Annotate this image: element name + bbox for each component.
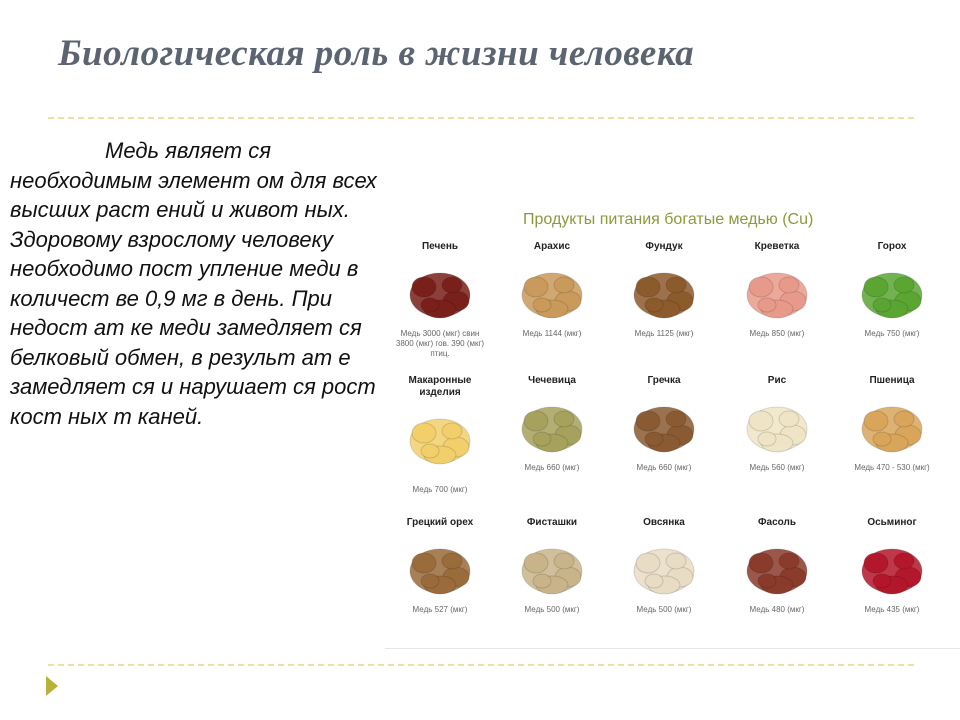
paragraph-line: высших раст ений и живот ных.	[10, 197, 350, 222]
food-item	[385, 517, 495, 615]
food-item	[497, 517, 607, 615]
paragraph-line: белковый обмен, в результ ат е	[10, 344, 351, 370]
copper-amount: Медь 700 (мкг)	[412, 485, 468, 494]
copper-amount: Медь 560 (мкг)	[749, 463, 805, 472]
pasta-icon	[400, 403, 480, 483]
food-name: Овсянка	[643, 517, 685, 528]
food-name: Фундук	[645, 241, 683, 252]
paragraph-line: замедляет ся и нарушает ся рост	[10, 374, 376, 399]
food-item	[837, 241, 947, 339]
paragraph-line: необходимо пост упление меди в	[10, 256, 359, 281]
pistachio-icon	[512, 533, 592, 603]
food-item	[722, 241, 832, 339]
shrimp-icon	[737, 257, 817, 327]
copper-amount: Медь 1125 (мкг)	[634, 329, 694, 338]
oatmeal-icon	[624, 533, 704, 603]
food-name: Пшеница	[869, 375, 915, 386]
hazelnut-sack-icon	[624, 257, 704, 327]
copper-amount: Медь 470 - 530 (мкг)	[854, 463, 930, 472]
food-item	[609, 375, 719, 473]
food-item	[385, 241, 495, 359]
food-item	[385, 375, 495, 495]
food-item	[722, 517, 832, 615]
copper-amount: Медь 660 (мкг)	[636, 463, 692, 472]
copper-amount: Медь 660 (мкг)	[524, 463, 580, 472]
paragraph-line: необходимым элемент ом для всех	[10, 167, 377, 193]
copper-amount: Медь 500 (мкг)	[524, 605, 580, 614]
paragraph-line: Здоровому взрослому человеку	[10, 226, 333, 252]
slide-title: Биологическая роль в жизни человека	[58, 33, 695, 74]
paragraph-line: кост ных т каней.	[10, 403, 204, 429]
food-name: Горох	[877, 241, 907, 252]
slide-marker-icon	[46, 676, 58, 696]
copper-foods-panel	[385, 205, 960, 650]
food-item	[609, 517, 719, 615]
copper-amount: Медь 850 (мкг)	[749, 329, 805, 338]
copper-amount: Медь 1144 (мкг)	[522, 329, 582, 338]
food-item	[609, 241, 719, 339]
food-name: Грецкий орех	[406, 517, 474, 528]
walnut-icon	[400, 533, 480, 603]
peas-icon	[852, 257, 932, 327]
copper-amount: Медь 527 (мкг)	[412, 605, 468, 614]
food-name: Креветка	[754, 241, 800, 252]
food-name: Арахис	[533, 241, 571, 252]
panel-title: Продукты питания богатые медью (Cu)	[523, 211, 814, 228]
food-item	[837, 375, 947, 473]
beans-icon	[737, 533, 817, 603]
copper-amount: Медь 435 (мкг)	[864, 605, 920, 614]
food-name: Рис	[767, 375, 787, 386]
peanut-icon	[512, 257, 592, 327]
food-name: Гречка	[647, 375, 681, 386]
bottom-divider	[48, 664, 914, 666]
copper-amount: Медь 750 (мкг)	[864, 329, 920, 338]
food-item	[497, 375, 607, 473]
top-divider	[48, 117, 914, 119]
food-name: Осьминог	[867, 517, 917, 528]
liver-icon	[400, 257, 480, 327]
copper-amount: Медь 480 (мкг)	[749, 605, 805, 614]
buckwheat-icon	[624, 391, 704, 461]
copper-amount: Медь 500 (мкг)	[636, 605, 692, 614]
food-name: Чечевица	[528, 375, 576, 386]
paragraph-line: количест ве 0,9 мг в день. При	[10, 285, 332, 311]
food-item	[722, 375, 832, 473]
lentils-icon	[512, 391, 592, 461]
food-name: Макаронные изделия	[408, 375, 472, 398]
food-item	[837, 517, 947, 615]
panel-bottom-line	[385, 648, 960, 649]
food-name: Фасоль	[757, 517, 797, 528]
wheat-icon	[852, 391, 932, 461]
rice-icon	[737, 391, 817, 461]
food-item	[497, 241, 607, 339]
food-name: Печень	[421, 241, 459, 252]
paragraph-line: недост ат ке меди замедляет ся	[10, 315, 362, 340]
body-paragraph	[10, 136, 405, 431]
octopus-icon	[852, 533, 932, 603]
food-name: Фисташки	[526, 517, 578, 528]
copper-amount: Медь 3000 (мкг) свин 3800 (мкг) гов. 390 (мкг) птиц.	[395, 329, 485, 358]
paragraph-line: Медь являет ся	[105, 138, 271, 163]
